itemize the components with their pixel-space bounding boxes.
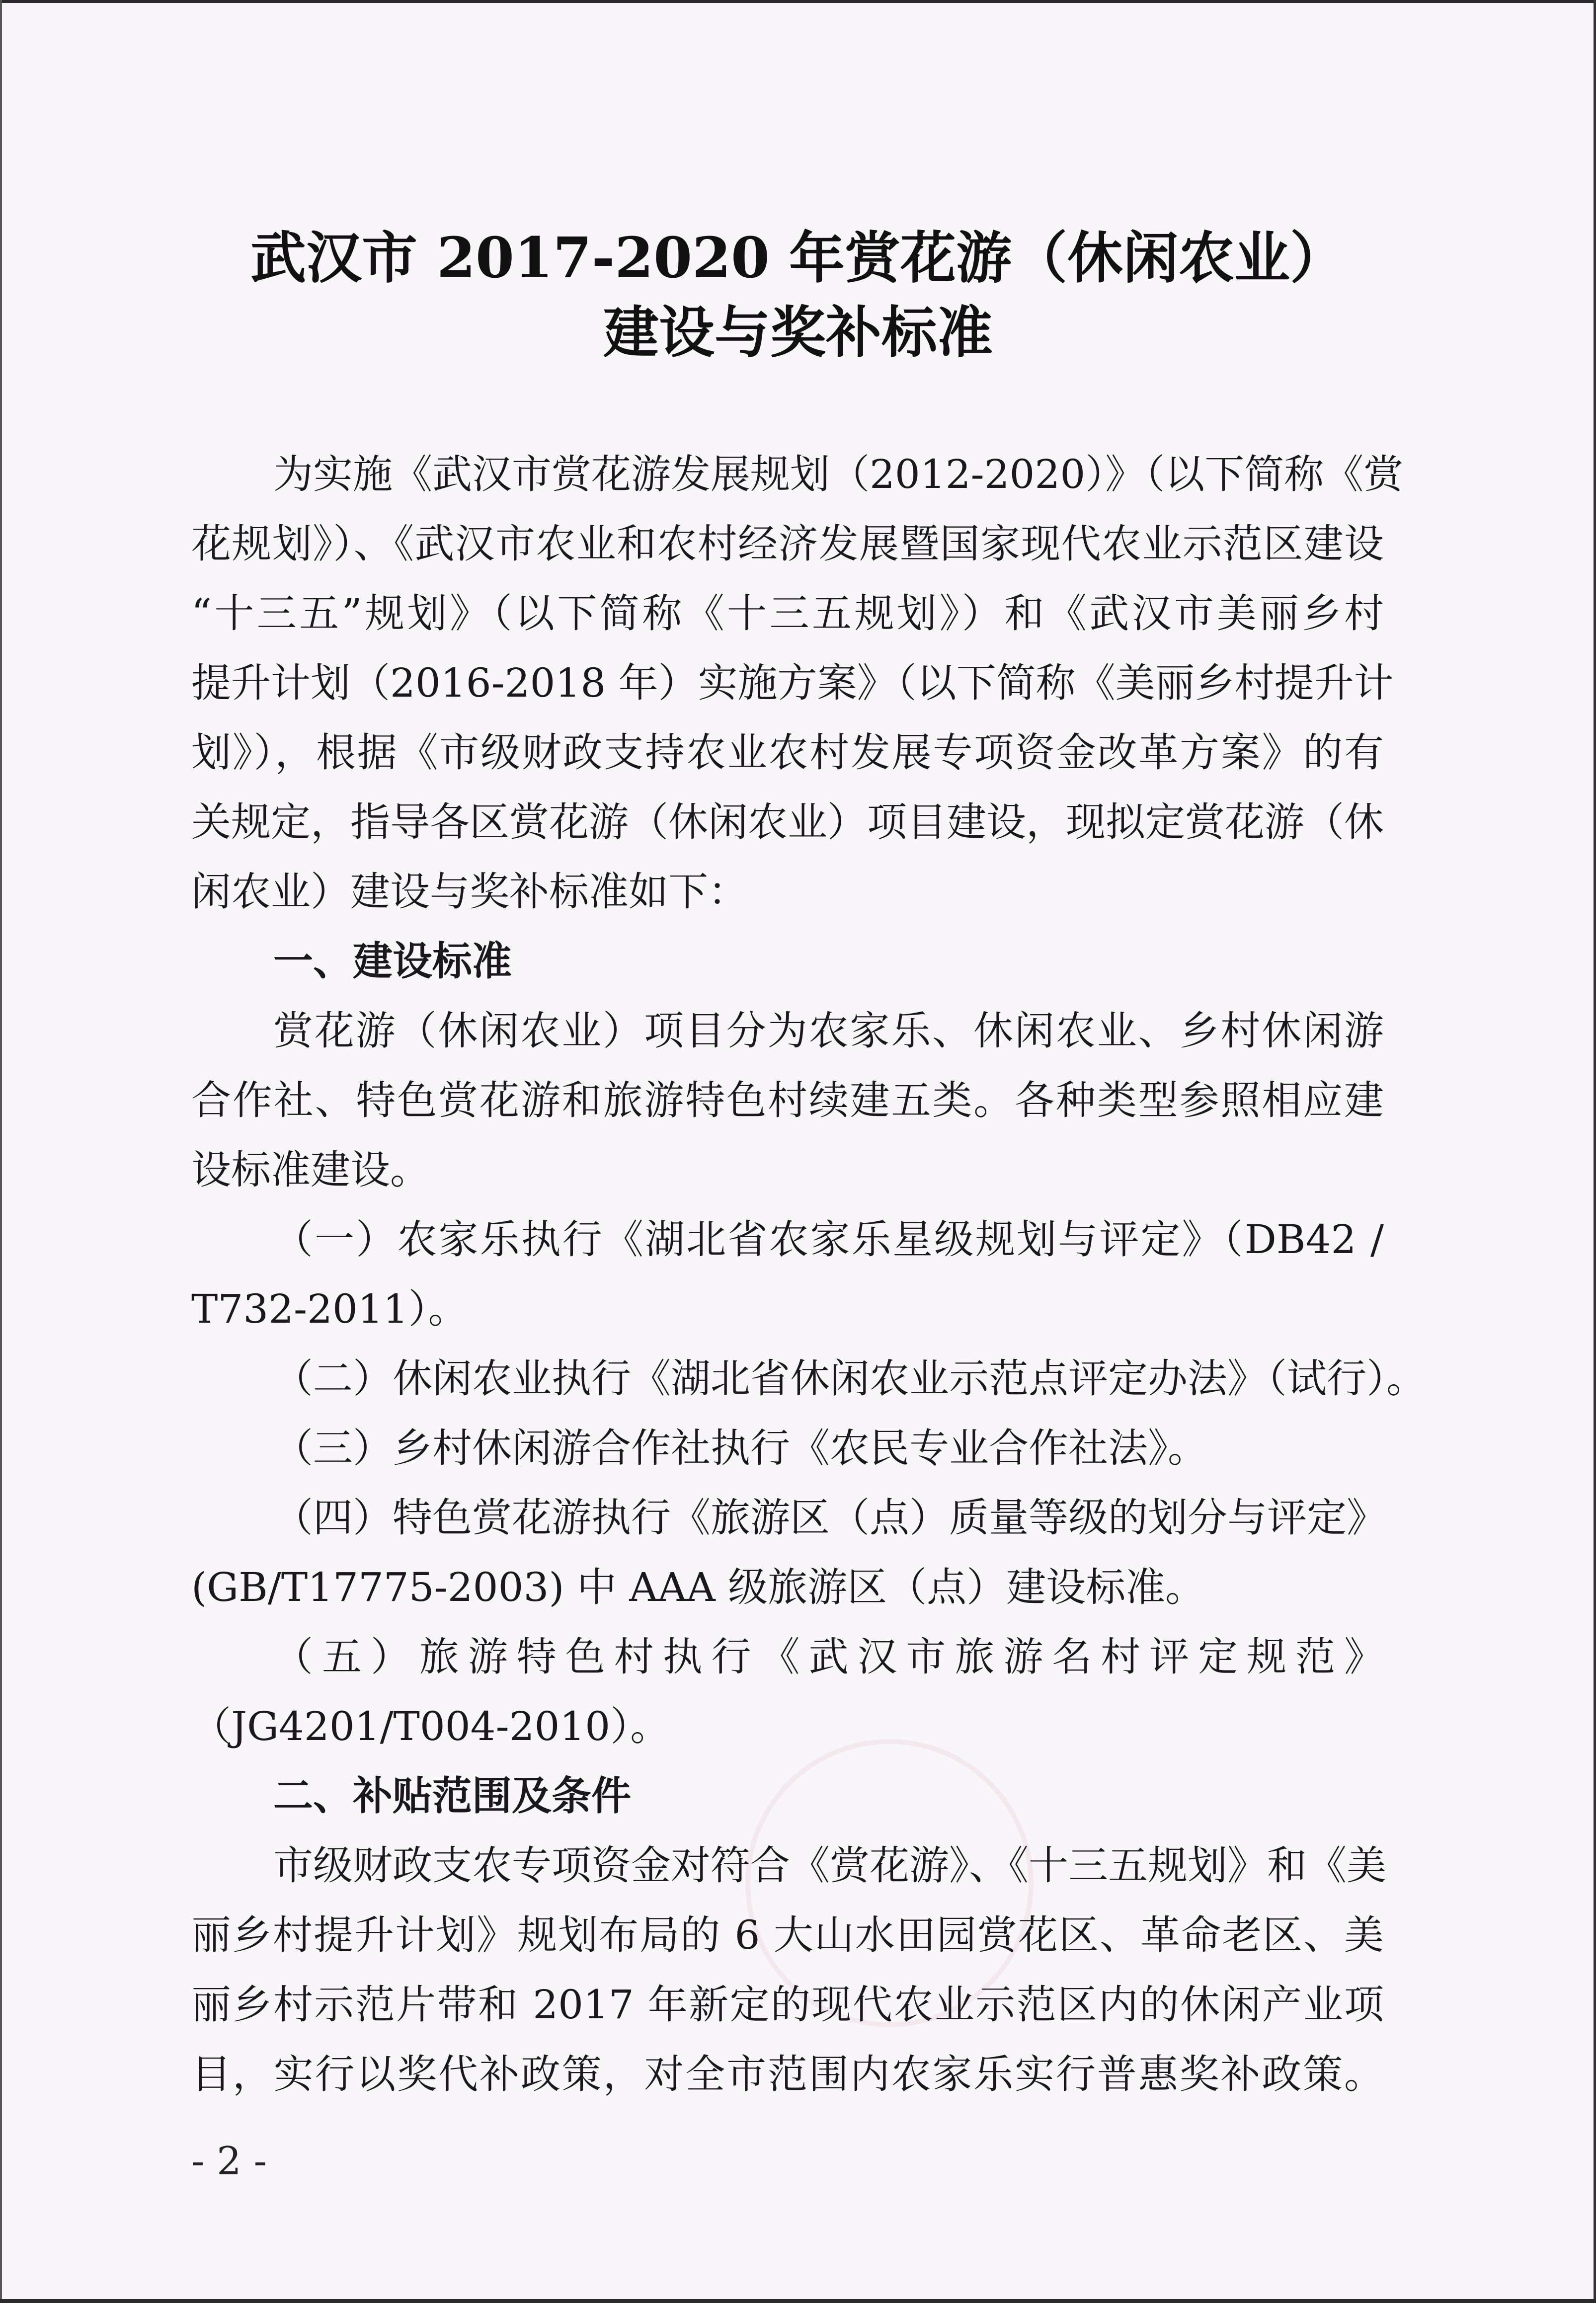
scan-edge-left (0, 0, 2, 2303)
paragraph-line: 闲农业）建设与奖补标准如下： (191, 869, 748, 915)
page-number: - 2 - (191, 2139, 267, 2184)
list-item: （二）休闲农业执行《湖北省休闲农业示范点评定办法》（试行）。 (273, 1355, 1426, 1402)
paragraph-line: 合作社、特色赏花游和旅游特色村续建五类。各种类型参照相应建 (191, 1077, 1384, 1123)
list-item: （三）乡村休闲游合作社执行《农民专业合作社法》。 (273, 1425, 1207, 1471)
scan-edge-right (1594, 0, 1596, 2303)
scan-edge-top (0, 0, 1596, 3)
scan-edge-bottom (0, 2299, 1596, 2303)
paragraph-line: 丽乡村提升计划》规划布局的 6 大山水田园赏花区、革命老区、美 (191, 1912, 1384, 1958)
paragraph-line: 提升计划（2016-2018 年）实施方案》（以下简称《美丽乡村提升计 (191, 660, 1394, 706)
list-item-continuation: (GB/T17775-2003) 中 AAA 级旅游区（点）建设标准。 (191, 1564, 1205, 1610)
list-item: （四）特色赏花游执行《旅游区（点）质量等级的划分与评定》 (273, 1495, 1386, 1541)
list-item: （一）农家乐执行《湖北省农家乐星级规划与评定》（DB42 / (273, 1216, 1384, 1263)
section-heading-2: 二、补贴范围及条件 (273, 1773, 631, 1819)
document-title-line-1: 武汉市 2017-2020 年赏花游（休闲农业） (250, 226, 1346, 291)
list-item-continuation: T732-2011）。 (191, 1286, 468, 1332)
paragraph-line: 设标准建设。 (191, 1147, 430, 1193)
section-heading-1: 一、建设标准 (273, 938, 512, 984)
paragraph-line: 花规划》）、《武汉市农业和农村经济发展暨国家现代农业示范区建设 (191, 521, 1384, 567)
document-title-line-2: 建设与奖补标准 (603, 300, 993, 365)
paragraph-line: 关规定，指导各区赏花游（休闲农业）项目建设，现拟定赏花游（休 (191, 799, 1384, 845)
paragraph-line: 划》），根据《市级财政支持农业农村发展专项资金改革方案》的有 (191, 729, 1384, 776)
paragraph-line: “十三五”规划》（以下简称《十三五规划》）和《武汉市美丽乡村 (191, 590, 1384, 636)
paragraph-line: 丽乡村示范片带和 2017 年新定的现代农业示范区内的休闲产业项 (191, 1982, 1384, 2028)
paragraph-line: 目，实行以奖代补政策，对全市范围内农家乐实行普惠奖补政策。 (191, 2051, 1384, 2097)
paragraph-line: 为实施《武汉市赏花游发展规划（2012-2020）》（以下简称《赏 (273, 451, 1404, 497)
paragraph-line: 市级财政支农专项资金对符合《赏花游》、《十三五规划》和《美 (273, 1842, 1386, 1889)
paragraph-line: 赏花游（休闲农业）项目分为农家乐、休闲农业、乡村休闲游 (273, 1008, 1384, 1054)
list-item: （五）旅游特色村执行《武汉市旅游名村评定规范》 (273, 1634, 1384, 1680)
list-item-continuation: （JG4201/T004-2010）。 (191, 1703, 670, 1749)
